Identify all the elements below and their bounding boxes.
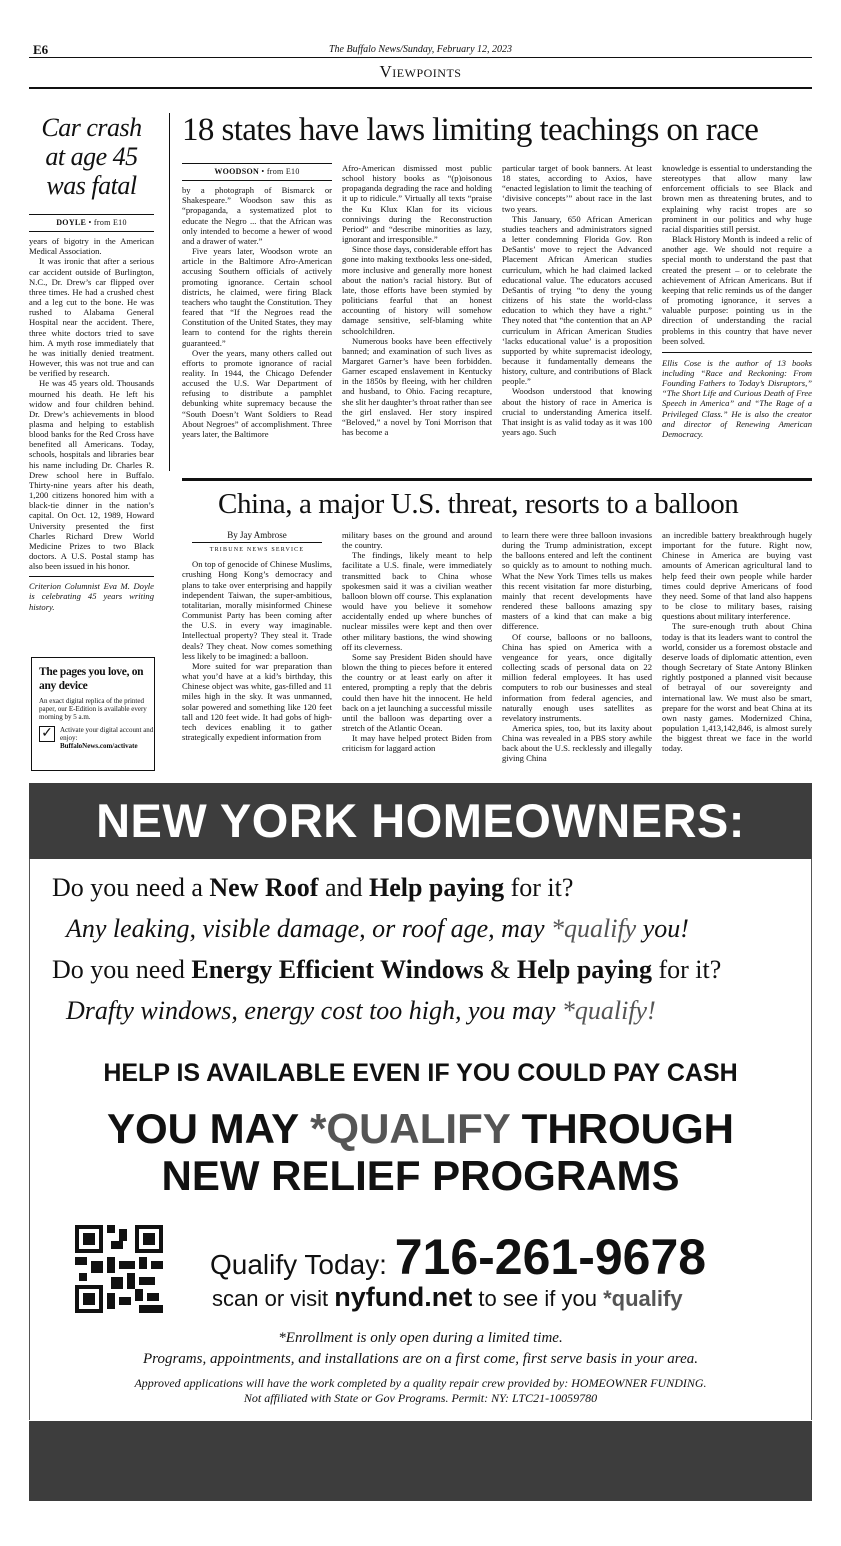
news-service: TRIBUNE NEWS SERVICE <box>192 542 322 555</box>
sidebar-paragraph: He was 45 years old. Thousands mourned his death. He left his widow and four children behind. Dr. Drew’s achievements in blood plasma and helping to establish blood banks for the Red Cross have benefited all Americans. Today, schools, hospitals and libraries bear his name including Dr. Charles R. Drew school here in Buffalo. Thirty-nine years after his death, 1,200 citizens honored him with a black-tie dinner in the nation’s capital. On Oct. 12, 1989, Howard University presented the first Charles Richard Drew World Medicine Prizes to two Black doctors. A U.S. Postal stamp has also been issued in his honor. <box>29 378 154 572</box>
lead-column-4 <box>662 163 812 439</box>
sidebar-tagline: Criterion Columnist Eva M. Doyle is celebrating 45 years writing history. <box>29 576 154 611</box>
ad-qualify-phone: Qualify Today: 716-261-9678 <box>210 1229 707 1285</box>
promo-url-link[interactable]: BuffaloNews.com/activate <box>60 742 138 751</box>
sidebar-paragraph: years of bigotry in the American Medical Association. <box>29 236 154 257</box>
ad-title: NEW YORK HOMEOWNERS: <box>96 794 745 847</box>
checkmark-icon: ✓ <box>39 726 55 742</box>
lead-paragraph: knowledge is essential to understanding the stereotypes that allow many law enforcement officials to see Black and brown men as threatening brutes, and to explaining why racist tropes are so prominent in our politics and why huge racial disparities still persist. <box>662 163 812 234</box>
phone-number[interactable]: 716-261-9678 <box>394 1229 707 1285</box>
lead-paragraph: Afro-American dismissed most public school history books as “(p)oisonous propaganda degrading the race and holding it up to ridicule.” Virtually all texts “praise the Ku Klux Klan for its vicious connivings during the Reconstruction Period” and “describe minorities as lazy, ignorant and irresponsible.” <box>342 163 492 245</box>
lead-paragraph: particular target of book banners. At least 18 states, according to Axios, have “enacted legislation to limit the teaching of ‘divisive concepts’” about race in the last two years. <box>502 163 652 214</box>
ad-scan-line: scan or visit nyfund.net to see if you *qualify <box>212 1282 683 1312</box>
sidebar-headline: Car crash at age 45 was fatal <box>41 113 142 200</box>
header-rule <box>29 57 812 58</box>
ad-qualify-headline: YOU MAY *QUALIFY THROUGH NEW RELIEF PROGRAMS <box>107 1105 734 1199</box>
promo-text: An exact digital replica of the printed paper, our E-Edition is available every morning by 5 a.m. <box>39 697 147 722</box>
ad-roof-question: Do you need a New Roof and Help paying for it? <box>52 873 574 902</box>
sidebar-paragraph: It was ironic that after a serious car accident outside of Burlington, N.C., Dr. Drew’s car flipped over three times. He had a crushed chest and a leg cut to the bone. He was rushed to Alabama General Hospital near the accident. There, three white doctors tried to save him. A myth rose immediately that he was initially denied treatment. However, this was not true and can be verified by research. <box>29 256 154 379</box>
ad-note-approved: Approved applications will have the work completed by a quality repair crew provided by: HOMEOWNER FUNDING. <box>134 1376 707 1390</box>
lead-paragraph: This January, 650 African American studies teachers and administrators signed a letter condemning Florida Gov. Ron DeSantis’ move to reject the Advanced Placement African American studies curriculum, which he had claimed lacked educational value. The educators accused DeSantis of trying “to deny the young citizens of his state the world-class education to which they have a right.” They noted that “the contention that an AP curriculum in African American Studies ‘lacks educational value’ is a proposition supported by white supremacist ideology, because it fundamentally demeans the history, culture, and contributions of Black people.” <box>502 213 652 387</box>
lead-paragraph: Black History Month is indeed a relic of another age. We should not require a special month to understand the past that created the present – or to celebrate the achievement of African Americans. But if keeping that relic reminds us of the danger of promoting ignorance, it serves a valuable purpose: pointing us in the direction of understanding the racial problems in this country that have never been solved. <box>662 234 812 346</box>
ad-windows-answer: Drafty windows, energy cost too high, you may *qualify! <box>66 996 656 1025</box>
second-paragraph: On top of genocide of Chinese Muslims, crushing Hong Kong’s democracy and plans to take over enterprising and happily independent Taiwan, the super-ambitious, totalitarian, morally misinformed Chinese Communist Party has been coming after the U.S. in every way imaginable. Intellectual property? They steal it. Trade deals? They cheat. Now comes something less likely to be imagined: a balloon. <box>182 559 332 661</box>
column-divider <box>169 113 170 471</box>
second-paragraph: It may have helped protect Biden from criticism for laggard action <box>342 733 492 754</box>
lead-paragraph: Since those days, considerable effort has gone into making textbooks less one-sided, more inclusive and generally more honest about the nation’s racial history. But of late, those efforts have been stymied by politicians fearful that an honest accounting of history will somehow damage sensitive, self-blaming white schoolchildren. <box>342 244 492 336</box>
second-column-3 <box>502 530 652 764</box>
second-paragraph: Some say President Biden should have blown the thing to pieces before it entered the country or at least early on after it entered, prompting a reply that the debris could then have hit the innocent. He held back on a jet launching a successful missile until the balloon was departing over a stretch of the Atlantic Ocean. <box>342 651 492 733</box>
second-column-2 <box>342 530 492 753</box>
ad-note-enrollment: *Enrollment is only open during a limited time. <box>278 1330 563 1346</box>
page-number: E6 <box>33 42 49 57</box>
ad-url-link[interactable]: nyfund.net <box>334 1282 473 1312</box>
second-paragraph: The sure-enough truth about China today is that its leaders want to control the world, consider us a foremost obstacle and deserve loads of diplomatic attention, even though Secretary of State Antony Blinken rightly postponed a planned visit because of betrayal of our sovereignty and international law. We must also be smart, prepare for the worst and beat China at its own nasty games. Modernized China, population 1,413,142,846, is almost surely the biggest threat we face in the world today. <box>662 621 812 754</box>
section-rule <box>29 87 812 89</box>
promo-headline: The pages you love, on any device <box>39 666 144 692</box>
lead-headline: 18 states have laws limiting teachings on race <box>182 112 759 148</box>
lead-column-3 <box>502 163 652 437</box>
lead-column-2 <box>342 163 492 437</box>
second-paragraph: to learn there were three balloon invasions during the Trump administration, except the balloons entered and left the continent so quickly as to amount to nothing much. What the New York Times tells us makes this recent visitation far more disturbing, mainly that recent developments have rendered these balloons amazing spy masters of a kind that can make a big difference. <box>502 530 652 632</box>
lead-paragraph: Five years later, Woodson wrote an article in the Baltimore Afro-American accusing Southern officials of actively promoting ignorance. Certain school districts, he claimed, were firing Black teachers who taught the Constitution. They feared that “If the Negroes read the Constitution of the United States, they may learn to contend for the rights therein guaranteed.” <box>182 246 332 348</box>
second-paragraph: an incredible battery breakthrough hugely important for the future. Right now, Chinese in America are buying vast amounts of American agricultural land to help feed their own people while harder times could deprive Americans of food they need. Some of that land also happens to be close to military bases, raising questions about military interference. <box>662 530 812 622</box>
dateline: The Buffalo News/Sunday, February 12, 2023 <box>328 44 513 55</box>
lead-tagline: Ellis Cose is the author of 13 books including “Race and Reckoning: From Founding Fathers to Today’s Disruptors,” “The Short Life and Curious Death of Free Speech in America” and “The Rage of a Privileged Class.” He is also the creator and director of Renewing American Democracy. <box>662 352 812 439</box>
ad-footer-bar <box>29 1421 812 1501</box>
ad-help-line: HELP IS AVAILABLE EVEN IF YOU COULD PAY CASH <box>103 1059 738 1087</box>
e-edition-promo[interactable] <box>31 657 155 771</box>
second-paragraph: military bases on the ground and around the country. <box>342 530 492 551</box>
ad-roof-answer: Any leaking, visible damage, or roof age, may *qualify you! <box>66 914 689 943</box>
ad-note-permit: Not affiliated with State or Gov Programs. Permit: NY: LTC21-10059780 <box>243 1391 598 1405</box>
lead-paragraph: Over the years, many others called out efforts to promote ignorance of racial reality. In 1944, the Chicago Defender accused the U.S. War Department of refusing to distribute a pamphlet debunking white supremacy because the “South Doesn’t Want Soldiers to Read About Negroes” of accomplishment. Three years later, the Baltimore <box>182 347 332 439</box>
promo-activate-text: Activate your digital account and enjoy: <box>60 725 154 742</box>
second-column-1 <box>182 530 332 742</box>
qr-code-icon[interactable] <box>75 1225 163 1313</box>
second-paragraph: The findings, likely meant to help facilitate a U.S. finale, were immediately transmitted back to China whose spokesmen said it was a civilian weather balloon blown off course. This explanation would have you believe it somehow accidentally ended up where bunches of nuclear missiles were kept and then over other military bastions, the wind showing off its cleverness. <box>342 550 492 652</box>
ad-note-programs: Programs, appointments, and installations are on a first come, first serve basis in your area. <box>143 1351 698 1367</box>
second-paragraph: More suited for war preparation than what you’d have at a kid’s birthday, this Chinese object was white, gas-filled and 11 miles high in the sky. It was unmanned, solar powered and something like 120 feet tall and 120 feet wide. It had gobs of high-tech devices enabling it to gather strategically expedient information from <box>182 660 332 742</box>
lead-paragraph: Numerous books have been effectively banned; and examination of such lives as Margaret Garner’s have been forbidden. Garner escaped enslavement in Kentucky in the 1850s by fleeing, with her children and husband, to Ohio. Facing recapture, she slit her daughter’s throat rather than see the girl enslaved. Her story inspired “Beloved,” a novel by Toni Morrison that has become a <box>342 335 492 438</box>
byline: By Jay Ambrose <box>227 530 287 540</box>
section-title: Viewpoints <box>379 62 462 81</box>
ad-windows-question: Do you need Energy Efficient Windows & Help paying for it? <box>52 955 722 984</box>
sidebar-jump-line: DOYLE • from E10 <box>29 214 154 232</box>
lead-column-1 <box>182 163 332 439</box>
lead-jump-line: WOODSON • from E10 <box>182 163 332 181</box>
sidebar-article <box>29 214 154 612</box>
second-paragraph: America spies, too, but its laxity about China was revealed in a PBS story awhile back about the U.S. recklessly and illegally giving China <box>502 722 652 764</box>
story-divider <box>182 478 812 481</box>
lead-paragraph: by a photograph of Bismarck or Shakespeare.” Woodson saw this as “propaganda, a systematized plot to educate the Negro ... that the African was only intended to become a hewer of wood and a drawer of water.” <box>182 185 332 246</box>
second-paragraph: Of course, balloons or no balloons, China has spied on America with a vengeance for years, once digitally collecting scads of personal data on 22 million federal employees. It has used computers to rob our businesses and steal information from federal agencies, and naturally enough uses satellites as revelatory instruments. <box>502 631 652 723</box>
second-headline: China, a major U.S. threat, resorts to a balloon <box>218 488 739 520</box>
second-column-4 <box>662 530 812 753</box>
lead-paragraph: Woodson understood that knowing about the history of race in America is crucial to understanding America itself. That insight is as valid today as it was 100 years ago. Such <box>502 386 652 438</box>
